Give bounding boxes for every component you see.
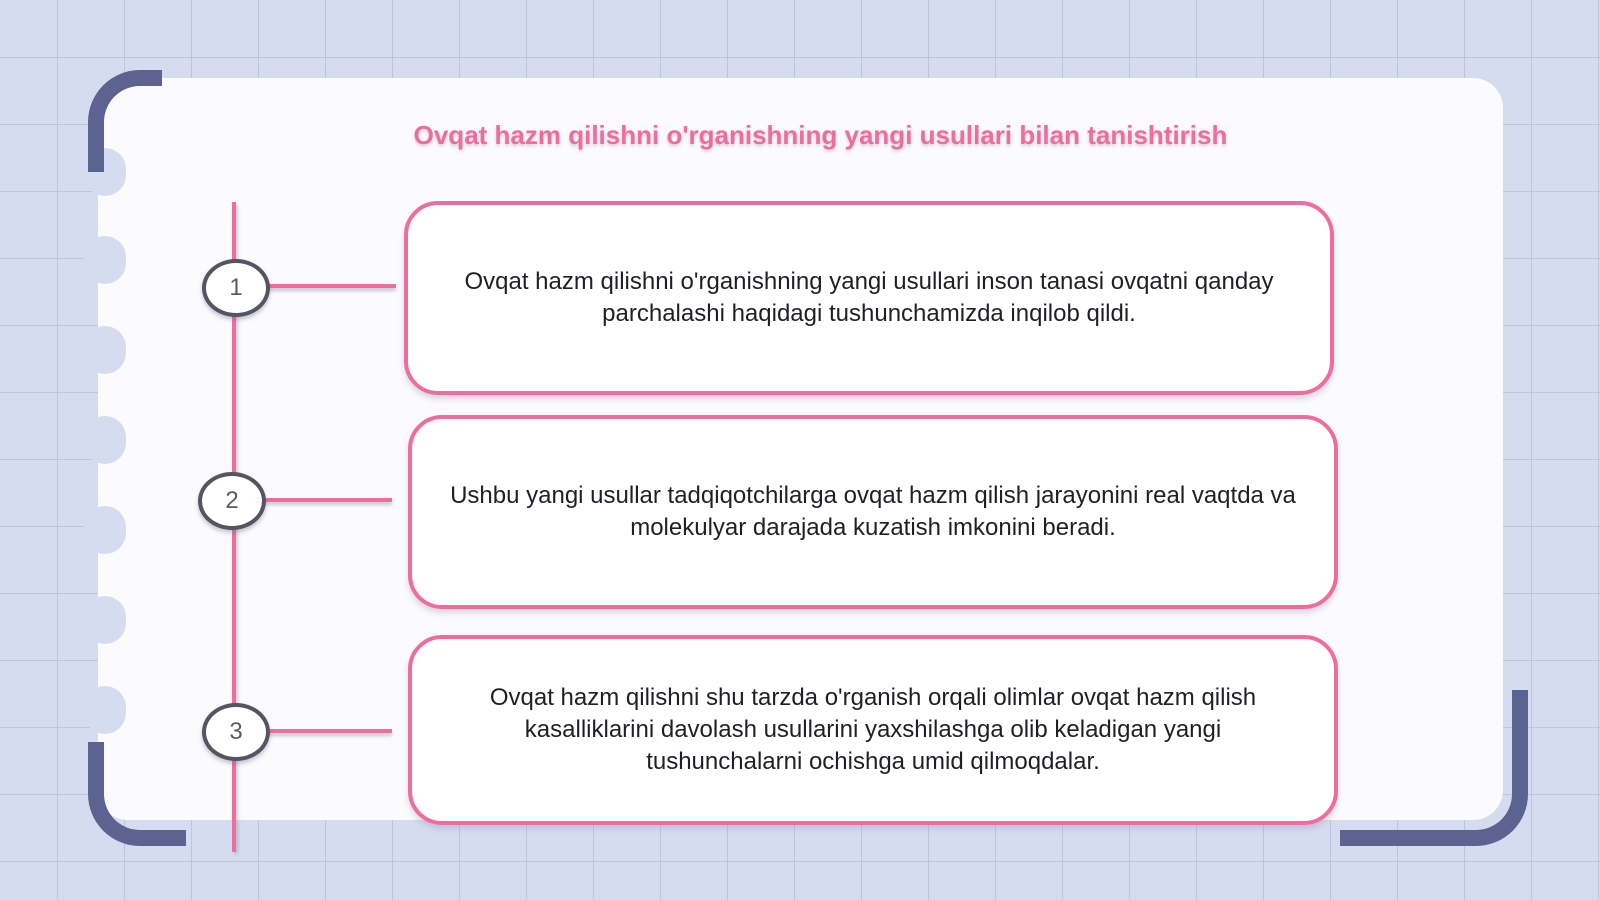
step-number-circle: 2 xyxy=(198,472,266,530)
step-text: Ushbu yangi usullar tadqiqotchilarga ovqat hazm qilish jarayonini real vaqtda va molekulyar darajada kuzatish imkonini beradi. xyxy=(450,482,1296,541)
slide-title: Ovqat hazm qilishni o'rganishning yangi usullari bilan tanishtirish xyxy=(413,120,1228,150)
step-connector xyxy=(262,498,392,502)
step-box xyxy=(408,415,1338,609)
card-edge-notch xyxy=(84,326,126,374)
step-number-circle: 3 xyxy=(202,703,270,761)
step-connector xyxy=(266,729,392,733)
step-text: Ovqat hazm qilishni shu tarzda o'rganish orqali olimlar ovqat hazm qilish kasalliklarini davolash usullarini yaxshilashga olib keladigan yangi tushunchalarni ochishga umid qilmoqdalar. xyxy=(489,684,1257,775)
frame-bracket-bottom-right xyxy=(1340,690,1528,846)
card-edge-notch xyxy=(84,506,126,554)
card-edge-notch xyxy=(84,416,126,464)
step-number-circle: 1 xyxy=(202,259,270,317)
step-connector xyxy=(266,284,396,288)
step-box xyxy=(404,201,1334,395)
step-text: Ovqat hazm qilishni o'rganishning yangi usullari inson tanasi ovqatni qanday parchalashi haqidagi tushunchamizda inqilob qildi. xyxy=(464,268,1274,327)
card-edge-notch xyxy=(84,686,126,734)
card-edge-notch xyxy=(84,236,126,284)
step-box xyxy=(408,635,1338,825)
frame-bracket-bottom-left xyxy=(88,742,186,846)
card-edge-notch xyxy=(84,596,126,644)
